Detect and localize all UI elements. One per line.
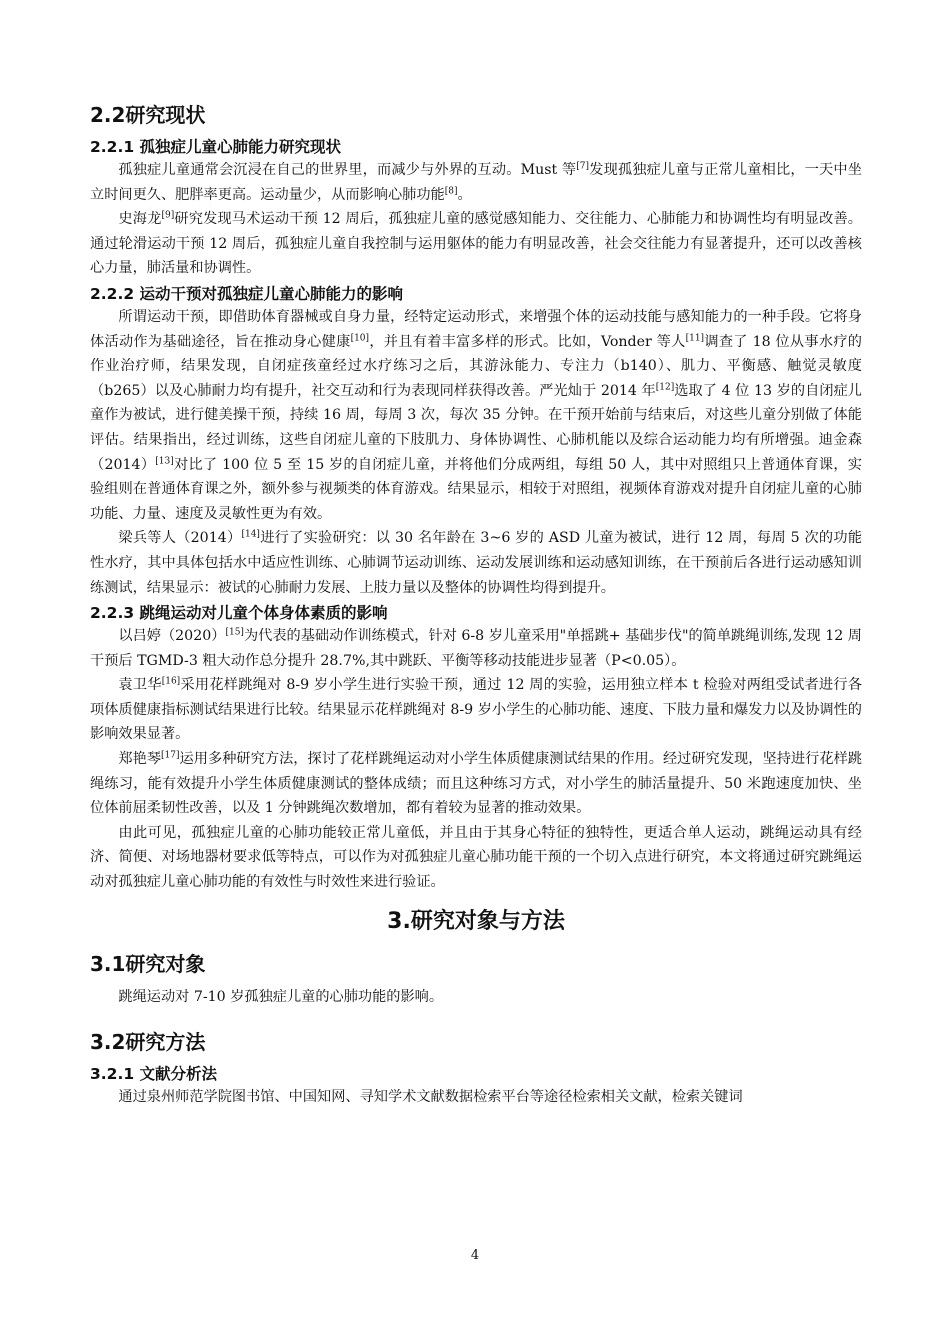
- paragraph: 由此可见，孤独症儿童的心肺功能较正常儿童低，并且由于其身心特征的独特性，更适合单人运动，跳绳运动具有经济、简便、对场地器材要求低等特点，可以作为对孤独症儿童心肺功能干预的一个切入点进行研究，本文将通过研究跳绳运动对孤独症儿童心肺功能的有效性与时效性来进行验证。: [90, 824, 862, 891]
- citation: [11]: [685, 332, 705, 343]
- text-run: 运用多种研究方法，探讨了花样跳绳运动对小学生体质健康测试结果的作用。经过研究发现，坚持进行花样跳绳练习，能有效提升小学生体质健康测试的整体成绩；而且这种练习方式，对小学生的肺活量提升、50 米跑速度加快、坐位体前屈柔韧性改善，以及 1 分钟跳绳次数增加，都有着较为显著的推动效果。: [90, 751, 862, 817]
- section-heading-2-2: 2.2研究现状: [90, 103, 206, 127]
- text-run: 选取了 4 位 13 岁的自闭症儿童作为被试，进行健美操干预，持续 16 周，每周 3 次，每次 35 分钟。在干预开始前与结束后，对这些儿童分别做了体能评估。结果指出，经过训练，这些自闭症儿童的下肢肌力、身体协调性、心肺机能以及综合运动能力均有所增强。迪金森（2014）: [90, 382, 862, 473]
- text-run: 史海龙: [118, 211, 162, 228]
- paragraph: [90, 624, 862, 673]
- text-run: 梁兵等人（2014）: [118, 530, 242, 547]
- citation: [16]: [161, 676, 181, 687]
- paragraph: [90, 673, 862, 747]
- text-run: 采用花样跳绳对 8-9 岁小学生进行实验干预，通过 12 周的实验，运用独立样本 t 检验对两组受试者进行各项体质健康指标测试结果进行比较。结果显示花样跳绳对 8-9 岁小学生的心肺功能、速度、下肢力量和爆发力以及协调性的影响效果显著。: [90, 677, 862, 743]
- text-run: 袁卫华: [118, 677, 162, 694]
- citation: [17]: [161, 750, 180, 761]
- paragraph: [90, 158, 862, 207]
- text-run: 调查了 18 位从事水疗的作业治疗师，结果发现，自闭症孩童经过水疗练习之后，其游泳能力、专注力（b140）、肌力、平衡感、触觉灵敏度（b265）以及心肺耐力均有提升，社交互动和行为表现同样获得改善。严光灿于 2014 年: [90, 333, 862, 399]
- citation: [10]: [350, 332, 370, 343]
- subsection-heading-2-2-2: 2.2.2 运动干预对孤独症儿童心肺能力的影响: [90, 284, 404, 303]
- subsection-heading-3-2-1: 3.2.1 文献分析法: [90, 1065, 218, 1084]
- text-run: 孤独症儿童通常会沉浸在自己的世界里，而减少与外界的互动。Must 等: [118, 162, 577, 178]
- paragraph: [90, 526, 862, 600]
- text-run: 。: [457, 186, 472, 203]
- page-number: 4: [470, 1248, 480, 1263]
- text-run: 对比了 100 位 5 至 15 岁的自闭症儿童，并将他们分成两组，每组 50 人，其中对照组只上普通体育课，实验组则在普通体育课之外，额外参与视频类的体育游戏。结果显示，相较于对照组，视频体育游戏对提升自闭症儿童的心肺功能、力量、速度及灵敏性更为有效。: [90, 456, 862, 522]
- paragraph: 通过泉州师范学院图书馆、中国知网、寻知学术文献数据检索平台等途径检索相关文献，检索关键词: [118, 1089, 743, 1106]
- text-run: 研究发现马术运动干预 12 周后，孤独症儿童的感觉感知能力、交往能力、心肺能力和协调性均有明显改善。通过轮滑运动干预 12 周后，孤独症儿童自我控制与运用躯体的能力有明显改善，社会交往能力有显著提升，还可以改善核心力量，肺活量和协调性。: [90, 211, 862, 277]
- citation: [9]: [161, 210, 175, 221]
- text-run: 郑艳琴: [118, 751, 162, 768]
- text-run: 为代表的基础动作训练模式，针对 6-8 岁儿童采用"单摇跳+ 基础步伐"的简单跳绳训练,发现 12 周干预后 TGMD-3 粗大动作总分提升 28.7%,其中跳跃、平衡等移动技能进步显著（P<0.05）。: [90, 628, 862, 669]
- text-run: 以吕婷（2020）: [118, 628, 226, 645]
- subsection-heading-2-2-3: 2.2.3 跳绳运动对儿童个体身体素质的影响: [90, 604, 388, 623]
- text-run: 所谓运动干预，即借助体育器械或自身力量，经特定运动形式，来增强个体的运动技能与感知能力的一种手段。它将身体活动作为基础途径，旨在推动身心健康: [90, 308, 862, 350]
- citation: [13]: [155, 455, 174, 466]
- section-heading-3-2: 3.2研究方法: [90, 1030, 206, 1055]
- page-content: [90, 100, 862, 1110]
- citation: [7]: [576, 161, 590, 172]
- text-run: 进行了实验研究：以 30 名年龄在 3~6 岁的 ASD 儿童为被试，进行 12 周，每周 5 次的功能性水疗，其中具体包括水中适应性训练、心肺调节运动训练、运动发展训练和运动感知训练，在干预前后各进行运动感知训练测试，结果显示：被试的心肺耐力发展、上肢力量以及整体的协调性均得到提升。: [90, 530, 863, 596]
- text-run: ，并且有着丰富多样的形式。比如，Vonder 等人: [369, 333, 686, 350]
- citation: [12]: [655, 382, 675, 393]
- paragraph: [90, 207, 862, 281]
- paragraph: 跳绳运动对 7-10 岁孤独症儿童的心肺功能的影响。: [118, 988, 444, 1005]
- chapter-heading-3: 3.研究对象与方法: [387, 908, 565, 934]
- citation: [8]: [444, 185, 458, 196]
- paragraph: [90, 305, 862, 526]
- section-heading-3-1: 3.1研究对象: [90, 951, 206, 976]
- subsection-heading-2-2-1: 2.2.1 孤独症儿童心肺能力研究现状: [90, 138, 342, 156]
- paragraph: [90, 747, 862, 821]
- citation: [15]: [225, 627, 244, 638]
- citation: [14]: [241, 529, 260, 540]
- text-run: 发现孤独症儿童与正常儿童相比，一天中坐立时间更久、肥胖率更高。运动量少，从而影响心肺功能: [90, 162, 862, 203]
